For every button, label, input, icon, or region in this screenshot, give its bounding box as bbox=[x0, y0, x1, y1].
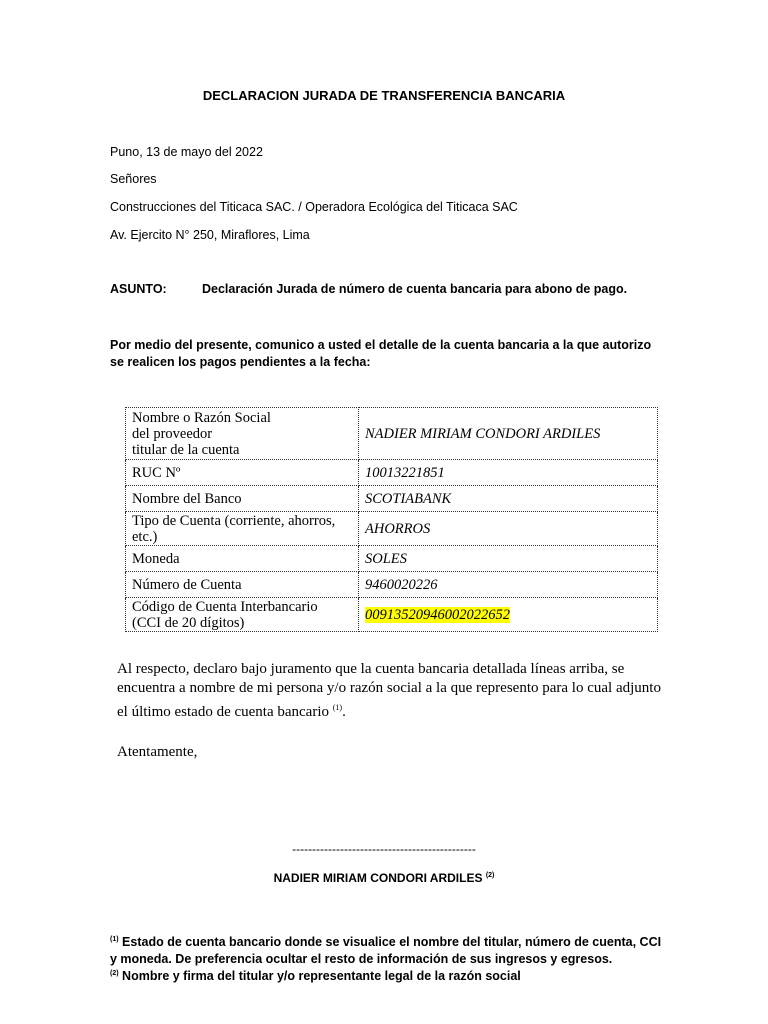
row-value bbox=[359, 572, 658, 598]
declaration-text: Al respecto, declaro bajo juramento que la cuenta bancaria detallada líneas arriba, se encuentra a nombre de mi persona y/o razón social a la que represento para lo cual adjunto el último estado de cuenta bancario bbox=[117, 661, 661, 720]
declaration-paragraph bbox=[117, 660, 662, 722]
greeting: Señores bbox=[110, 172, 157, 186]
row-label bbox=[126, 598, 359, 632]
row-value-text: 10013221851 bbox=[365, 464, 445, 481]
row-label-line: etc.) bbox=[132, 528, 158, 545]
row-value-text: AHORROS bbox=[365, 520, 431, 537]
row-label-line: RUC Nº bbox=[132, 464, 181, 481]
signature-line: ---------------------------------------------- bbox=[292, 842, 476, 856]
document-date: Puno, 13 de mayo del 2022 bbox=[110, 145, 263, 159]
row-label bbox=[126, 572, 359, 598]
footnote-2-text: Nombre y firma del titular y/o representante legal de la razón social bbox=[122, 969, 521, 984]
signature-name: NADIER MIRIAM CONDORI ARDILES bbox=[273, 871, 483, 885]
row-label-line: (CCI de 20 dígitos) bbox=[132, 614, 245, 631]
row-label bbox=[126, 546, 359, 572]
row-label-line: titular de la cuenta bbox=[132, 441, 240, 458]
row-value-text: 00913520946002022652 bbox=[365, 606, 510, 623]
subject-label: ASUNTO: bbox=[110, 282, 167, 296]
row-value-text: NADIER MIRIAM CONDORI ARDILES bbox=[365, 425, 601, 442]
row-label bbox=[126, 460, 359, 486]
table-row bbox=[126, 460, 658, 486]
row-value bbox=[359, 512, 658, 546]
row-value bbox=[359, 546, 658, 572]
row-label-line: Número de Cuenta bbox=[132, 576, 242, 593]
intro-paragraph: Por medio del presente, comunico a usted el detalle de la cuenta bancaria a la que autorizo se realicen los pagos pendientes a la fecha: bbox=[110, 338, 652, 369]
row-label bbox=[126, 512, 359, 546]
subject-text: Declaración Jurada de número de cuenta bancaria para abono de pago. bbox=[202, 282, 628, 296]
declaration-end: . bbox=[342, 704, 346, 720]
table-row bbox=[126, 572, 658, 598]
closing: Atentamente, bbox=[117, 744, 198, 760]
bank-details-table bbox=[125, 407, 658, 632]
footnote-1-text: Estado de cuenta bancario donde se visualice el nombre del titular, número de cuenta, CCI y moneda. De preferencia ocultar el resto de información de sus ingresos y egresos. bbox=[110, 935, 662, 967]
row-value-text: SOLES bbox=[365, 550, 407, 567]
row-value-text: 9460020226 bbox=[365, 576, 438, 593]
footnote-ref-1: (1) bbox=[332, 703, 343, 712]
row-label-line: del proveedor bbox=[132, 425, 213, 442]
document-title: DECLARACION JURADA DE TRANSFERENCIA BANCARIA bbox=[202, 88, 566, 103]
table-row bbox=[126, 598, 658, 632]
row-value bbox=[359, 486, 658, 512]
footnote-2-mark: (2) bbox=[110, 970, 119, 977]
footnote-1 bbox=[110, 931, 670, 968]
row-label bbox=[126, 408, 359, 460]
recipient-address: Av. Ejercito N° 250, Miraflores, Lima bbox=[110, 228, 310, 242]
row-label-line: Código de Cuenta Interbancario bbox=[132, 598, 318, 615]
table-row bbox=[126, 546, 658, 572]
row-label-line: Tipo de Cuenta (corriente, ahorros, bbox=[132, 512, 336, 529]
row-value bbox=[359, 598, 658, 632]
footnote-1-mark: (1) bbox=[110, 936, 119, 943]
recipient-company: Construcciones del Titicaca SAC. / Operadora Ecológica del Titicaca SAC bbox=[110, 200, 518, 214]
row-label-line: Nombre o Razón Social bbox=[132, 409, 271, 426]
row-label-line: Nombre del Banco bbox=[132, 490, 242, 507]
signature-name-block bbox=[0, 871, 768, 885]
row-label-line: Moneda bbox=[132, 550, 180, 567]
table-row bbox=[126, 512, 658, 546]
row-value bbox=[359, 460, 658, 486]
row-label bbox=[126, 486, 359, 512]
row-value-text: SCOTIABANK bbox=[365, 490, 452, 507]
row-value bbox=[359, 408, 658, 460]
table-row bbox=[126, 486, 658, 512]
footnote-2 bbox=[110, 965, 670, 985]
table-row bbox=[126, 408, 658, 460]
footnote-ref-2: (2) bbox=[485, 872, 495, 879]
